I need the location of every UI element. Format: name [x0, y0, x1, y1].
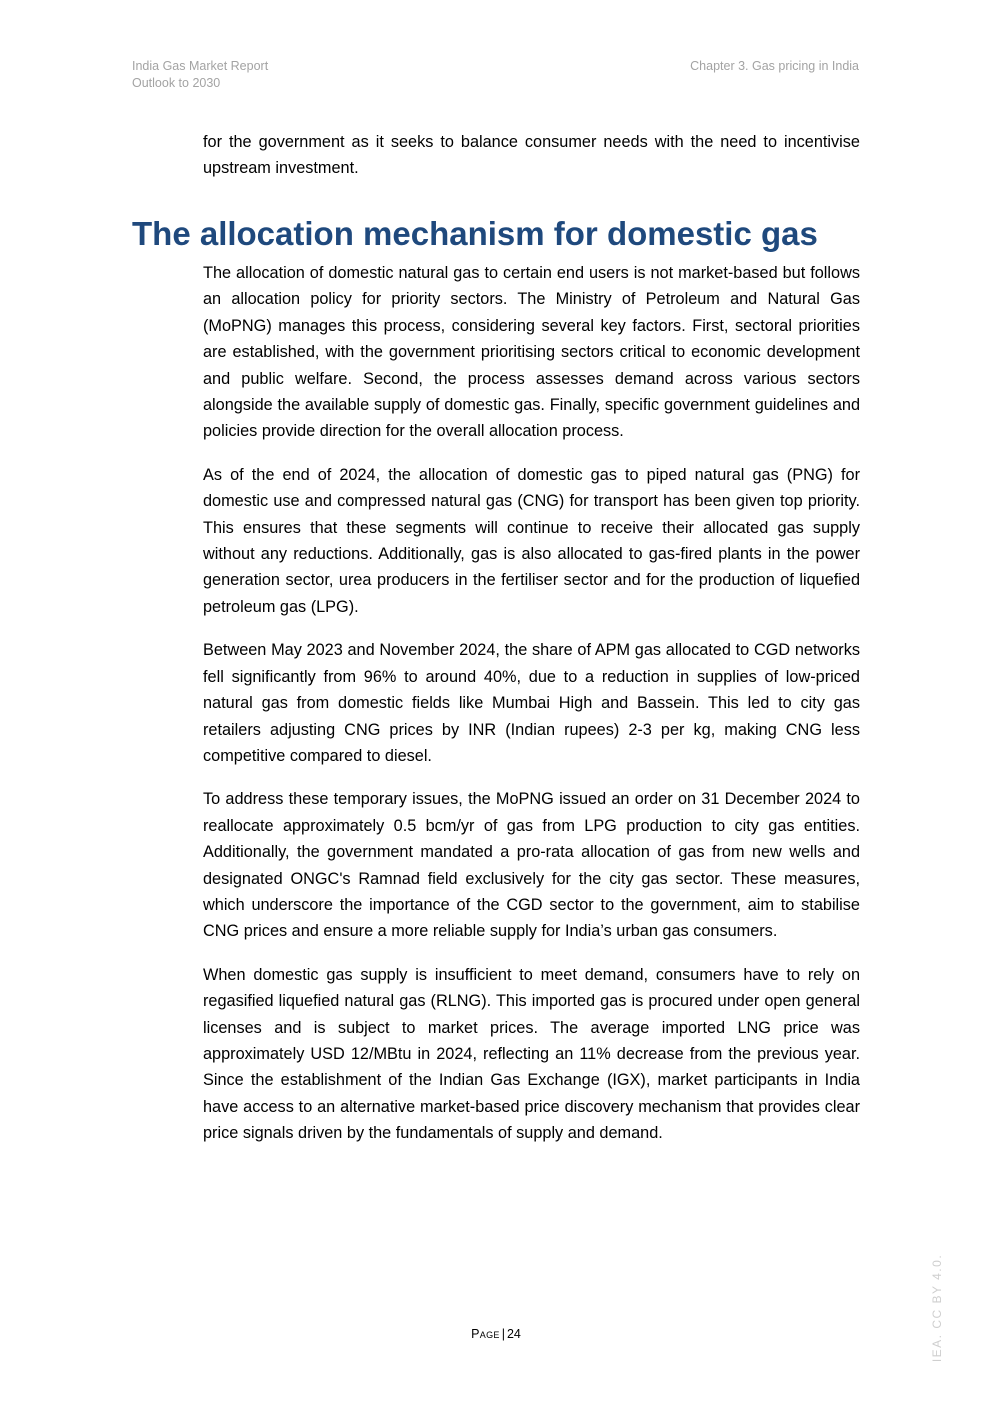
body-paragraph: To address these temporary issues, the MoPNG issued an order on 31 December 2024 to reallocate approximately 0.5 bcm/yr of gas from LPG production to city gas entities. Additionally, the government mandated a pro-rata allocation of gas from new wells and designated ONGC's Ramnad field exclusively for the city gas sector. These measures, which underscore the importance of the CGD sector to the government, aim to stabilise CNG prices and ensure a more reliable supply for India’s urban gas consumers.	[203, 790, 860, 941]
body-paragraph: The allocation of domestic natural gas to certain end users is not market-based but follows an allocation policy for priority sectors. The Ministry of Petroleum and Natural Gas (MoPNG) manages this process, considering several key factors. First, sectoral priorities are established, with the government prioritising sectors critical to economic development and public welfare. Second, the process assesses demand across various sectors alongside the available supply of domestic gas. Finally, specific government guidelines and policies provide direction for the overall allocation process.	[203, 264, 860, 441]
report-subtitle: Outlook to 2030	[132, 76, 221, 90]
section-body	[203, 260, 860, 1164]
page-footer	[0, 1325, 992, 1343]
license-watermark: IEA. CC BY 4.0.	[930, 1253, 944, 1363]
page-separator: |	[501, 1327, 505, 1341]
page-number: 24	[506, 1327, 521, 1341]
section-heading: The allocation mechanism for domestic gas	[132, 215, 818, 252]
running-header-left	[132, 58, 268, 92]
body-paragraph: Between May 2023 and November 2024, the share of APM gas allocated to CGD networks fell significantly from 96% to around 40%, due to a reduction in supplies of low-priced natural gas from domestic fields like Mumbai High and Bassein. This led to city gas retailers adjusting CNG prices by INR (Indian rupees) 2-3 per kg, making CNG less competitive compared to diesel.	[203, 641, 860, 765]
page-label: Page	[471, 1327, 500, 1341]
running-header-right	[690, 58, 859, 75]
chapter-title: Chapter 3. Gas pricing in India	[690, 59, 859, 73]
body-paragraph: As of the end of 2024, the allocation of domestic gas to piped natural gas (PNG) for domestic use and compressed natural gas (CNG) for transport has been given top priority. This ensures that these segments will continue to receive their allocated gas supply without any reductions. Additionally, gas is also allocated to gas-fired plants in the power generation sector, urea producers in the fertiliser sector and for the production of liquefied petroleum gas (LPG).	[203, 465, 860, 616]
report-title: India Gas Market Report	[132, 59, 269, 73]
intro-block	[203, 129, 860, 199]
intro-paragraph: for the government as it seeks to balance consumer needs with the need to incentivise upstream investment.	[203, 133, 860, 178]
body-paragraph: When domestic gas supply is insufficient to meet demand, consumers have to rely on regasified liquefied natural gas (RLNG). This imported gas is procured under open general licenses and is subject to market prices. The average imported LNG price was approximately USD 12/MBtu in 2024, reflecting an 11% decrease from the previous year. Since the establishment of the Indian Gas Exchange (IGX), market participants in India have access to an alternative market-based price discovery mechanism that provides clear price signals driven by the fundamentals of supply and demand.	[203, 965, 860, 1143]
